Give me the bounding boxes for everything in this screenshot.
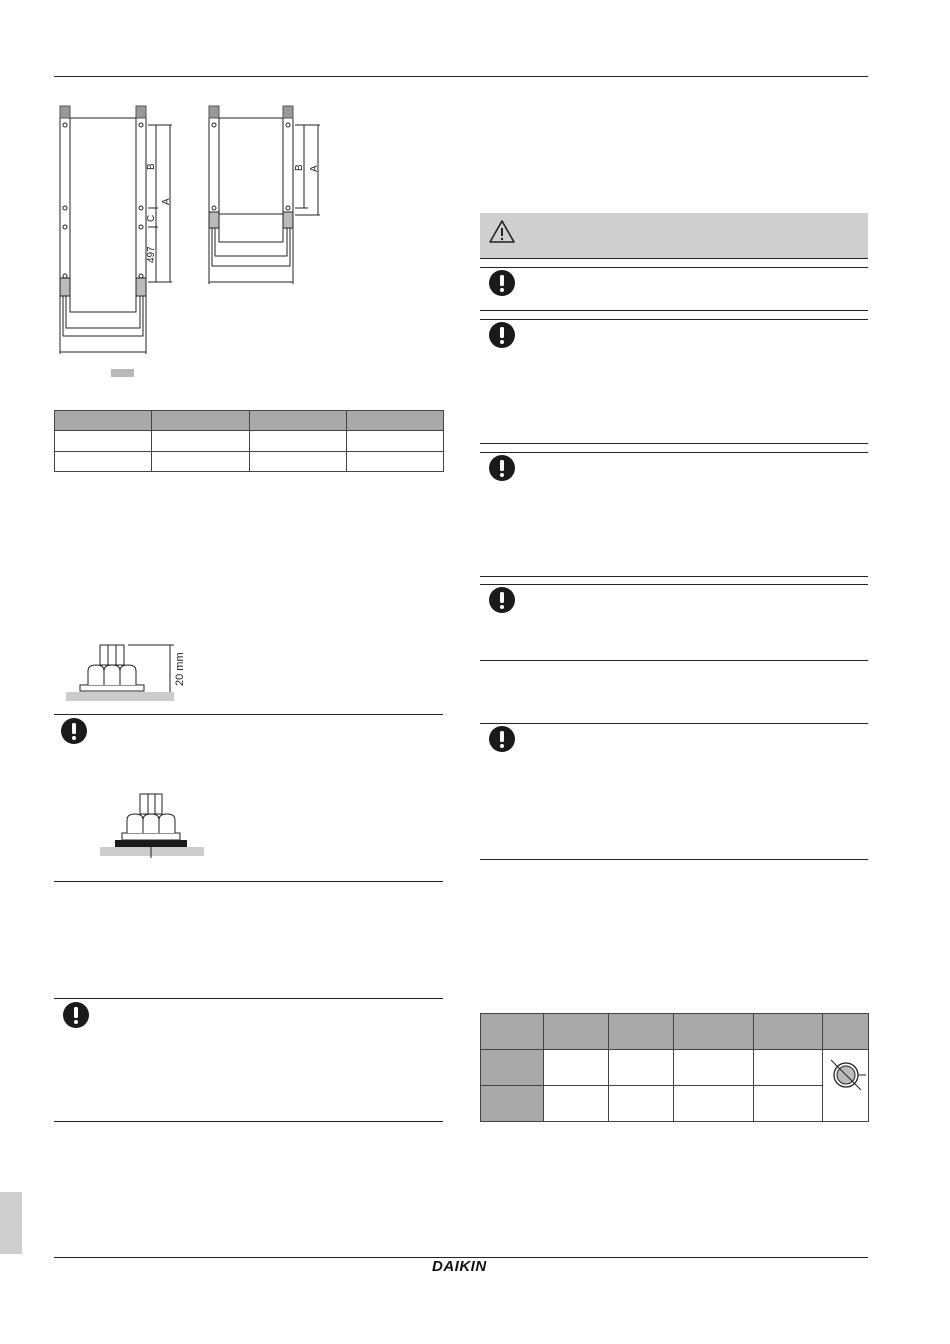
table-cell [346, 431, 443, 452]
dim-label-a-right: A [309, 165, 320, 172]
table-cell [152, 452, 249, 472]
table-row [481, 1086, 869, 1122]
legend-swatch [111, 369, 134, 377]
exclamation-circle-icon [489, 270, 515, 296]
table-cell [55, 452, 152, 472]
dim-label-a-left: A [161, 198, 172, 205]
table-row-header [481, 1086, 544, 1122]
bolt-with-washer-figure [100, 790, 210, 860]
table-header-cell [249, 411, 346, 431]
exclamation-circle-icon [489, 322, 515, 348]
table-cell [673, 1086, 753, 1122]
dim-label-c-left: C [146, 214, 157, 222]
table-cell [249, 431, 346, 452]
notice-rule-top [480, 723, 868, 724]
table-header-cell [673, 1014, 753, 1050]
table-cell [152, 431, 249, 452]
table-cell [55, 431, 152, 452]
table-header-cell [481, 1014, 544, 1050]
dimension-table [54, 410, 444, 472]
pipe-icon-cell [823, 1050, 869, 1122]
table-header-cell [543, 1014, 608, 1050]
table-cell [609, 1086, 674, 1122]
table-cell [753, 1086, 822, 1122]
side-language-tab [0, 1192, 22, 1254]
header-rule [54, 76, 868, 77]
notice-rule-top [480, 267, 868, 268]
notice-rule-bottom [54, 1121, 443, 1122]
daikin-logo: DAIKIN [432, 1258, 487, 1275]
dim-label-b-left: B [146, 163, 157, 170]
notice-rule-top [54, 998, 443, 999]
table-cell [543, 1086, 608, 1122]
notice-rule-bottom [480, 310, 868, 311]
table-header-cell [346, 411, 443, 431]
frame-dimension-figure [50, 100, 350, 385]
table-cell [543, 1050, 608, 1086]
table-cell [609, 1050, 674, 1086]
notice-rule-bottom [54, 881, 443, 882]
dim-label-497: 497 [146, 246, 157, 263]
exclamation-circle-icon [489, 587, 515, 613]
notice-rule-top [480, 584, 868, 585]
table-cell [346, 452, 443, 472]
table-row [481, 1050, 869, 1086]
notice-rule-bottom [480, 576, 868, 577]
notice-rule-top [480, 319, 868, 320]
table-row-header [481, 1050, 544, 1086]
anchor-bolt-figure [66, 638, 186, 704]
dim-label-b-right: B [294, 164, 305, 171]
notice-rule-bottom [480, 660, 868, 661]
notice-rule-bottom [480, 443, 868, 444]
bolt-height-label: 20 mm [174, 652, 186, 686]
table-header-cell [753, 1014, 822, 1050]
notice-rule-bottom [480, 859, 868, 860]
exclamation-circle-icon [489, 455, 515, 481]
warning-rule [480, 258, 868, 259]
notice-rule-top [480, 452, 868, 453]
notice-rule-top [54, 714, 443, 715]
table-header-cell [823, 1014, 869, 1050]
exclamation-circle-icon [63, 1002, 89, 1028]
table-row [55, 431, 444, 452]
warning-triangle-icon [488, 219, 516, 245]
table-header-cell [55, 411, 152, 431]
exclamation-circle-icon [61, 718, 87, 744]
table-cell [753, 1050, 822, 1086]
table-cell [673, 1050, 753, 1086]
table-cell [249, 452, 346, 472]
pipe-table [480, 1013, 869, 1122]
warning-banner [480, 213, 868, 258]
pipe-section-icon [827, 1056, 867, 1094]
table-row [55, 452, 444, 472]
table-header-cell [609, 1014, 674, 1050]
table-header-cell [152, 411, 249, 431]
exclamation-circle-icon [489, 726, 515, 752]
